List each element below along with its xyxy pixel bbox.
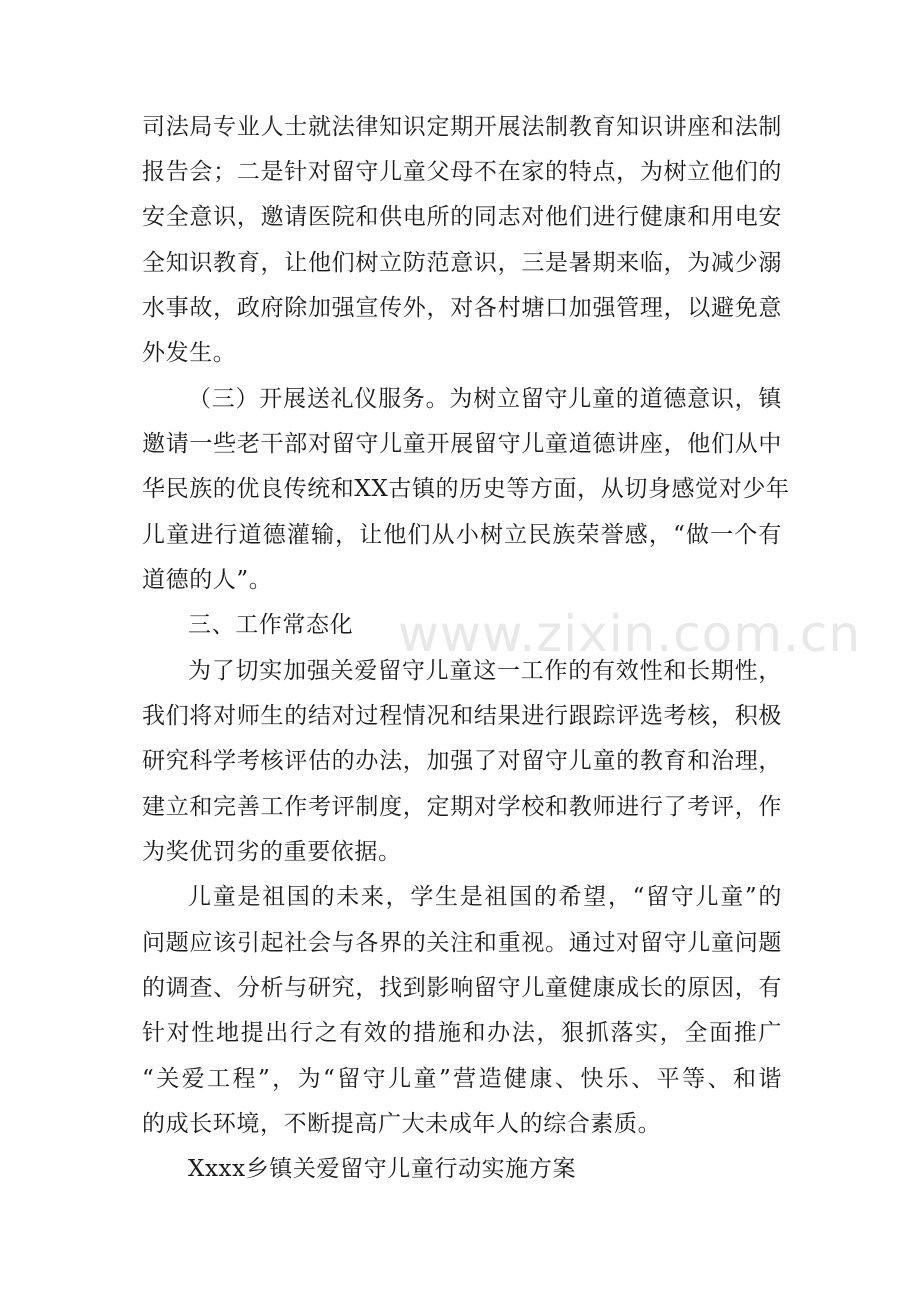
paragraph-line: 全知识教育，让他们树立防范意识，三是暑期来临，为减少溺 <box>142 250 782 276</box>
watermark: www.zixin.com.cn <box>398 605 862 663</box>
paragraph-line: 建立和完善工作考评制度，定期对学校和教师进行了考评，作 <box>142 794 782 820</box>
paragraph-line: 水事故，政府除加强宣传外，对各村塘口加强管理，以避免意 <box>142 295 782 321</box>
paragraph-line: 安全意识，邀请医院和供电所的同志对他们进行健康和用电安 <box>142 204 782 230</box>
paragraph-line: 问题应该引起社会与各界的关注和重视。通过对留守儿童问题 <box>142 930 782 956</box>
paragraph-line: 儿童进行道德灌输，让他们从小树立民族荣誉感，“做一个有 <box>142 522 782 548</box>
paragraph-line: 报告会；二是针对留守儿童父母不在家的特点，为树立他们的 <box>142 159 782 185</box>
paragraph-line: 道德的人”。 <box>142 567 273 593</box>
paragraph-line: 司法局专业人士就法律知识定期开展法制教育知识讲座和法制 <box>142 114 782 140</box>
paragraph-line: 邀请一些老干部对留守儿童开展留守儿童道德讲座，他们从中 <box>142 431 782 457</box>
paragraph-line: “关爱工程”，为“留守儿童”营造健康、快乐、平等、和谐 <box>142 1066 782 1092</box>
paragraph-line: 的调查、分析与研究，找到影响留守儿童健康成长的原因，有 <box>142 975 782 1001</box>
section-heading: 三、工作常态化 <box>188 612 354 638</box>
document-title: Xxxx乡镇关爱留守儿童行动实施方案 <box>188 1156 577 1182</box>
paragraph-line: 我们将对师生的结对过程情况和结果进行跟踪评选考核，积极 <box>142 703 782 729</box>
paragraph-line: 针对性地提出行之有效的措施和办法，狠抓落实，全面推广 <box>142 1020 782 1046</box>
paragraph-line: 外发生。 <box>142 340 237 366</box>
paragraph-line: 为奖优罚劣的重要依据。 <box>142 839 402 865</box>
paragraph-line: 为了切实加强关爱留守儿童这一工作的有效性和长期性， <box>188 658 782 684</box>
paragraph-line: 华民族的优良传统和XX古镇的历史等方面，从切身感觉对少年 <box>142 476 790 502</box>
paragraph-line: 的成长环境，不断提高广大未成年人的综合素质。 <box>142 1111 662 1137</box>
paragraph-line: （三）开展送礼仪服务。为树立留守儿童的道德意识，镇 <box>188 386 782 412</box>
paragraph-line: 研究科学考核评估的办法，加强了对留守儿童的教育和治理， <box>142 748 782 774</box>
paragraph-line: 儿童是祖国的未来，学生是祖国的希望，“留守儿童”的 <box>188 884 782 910</box>
